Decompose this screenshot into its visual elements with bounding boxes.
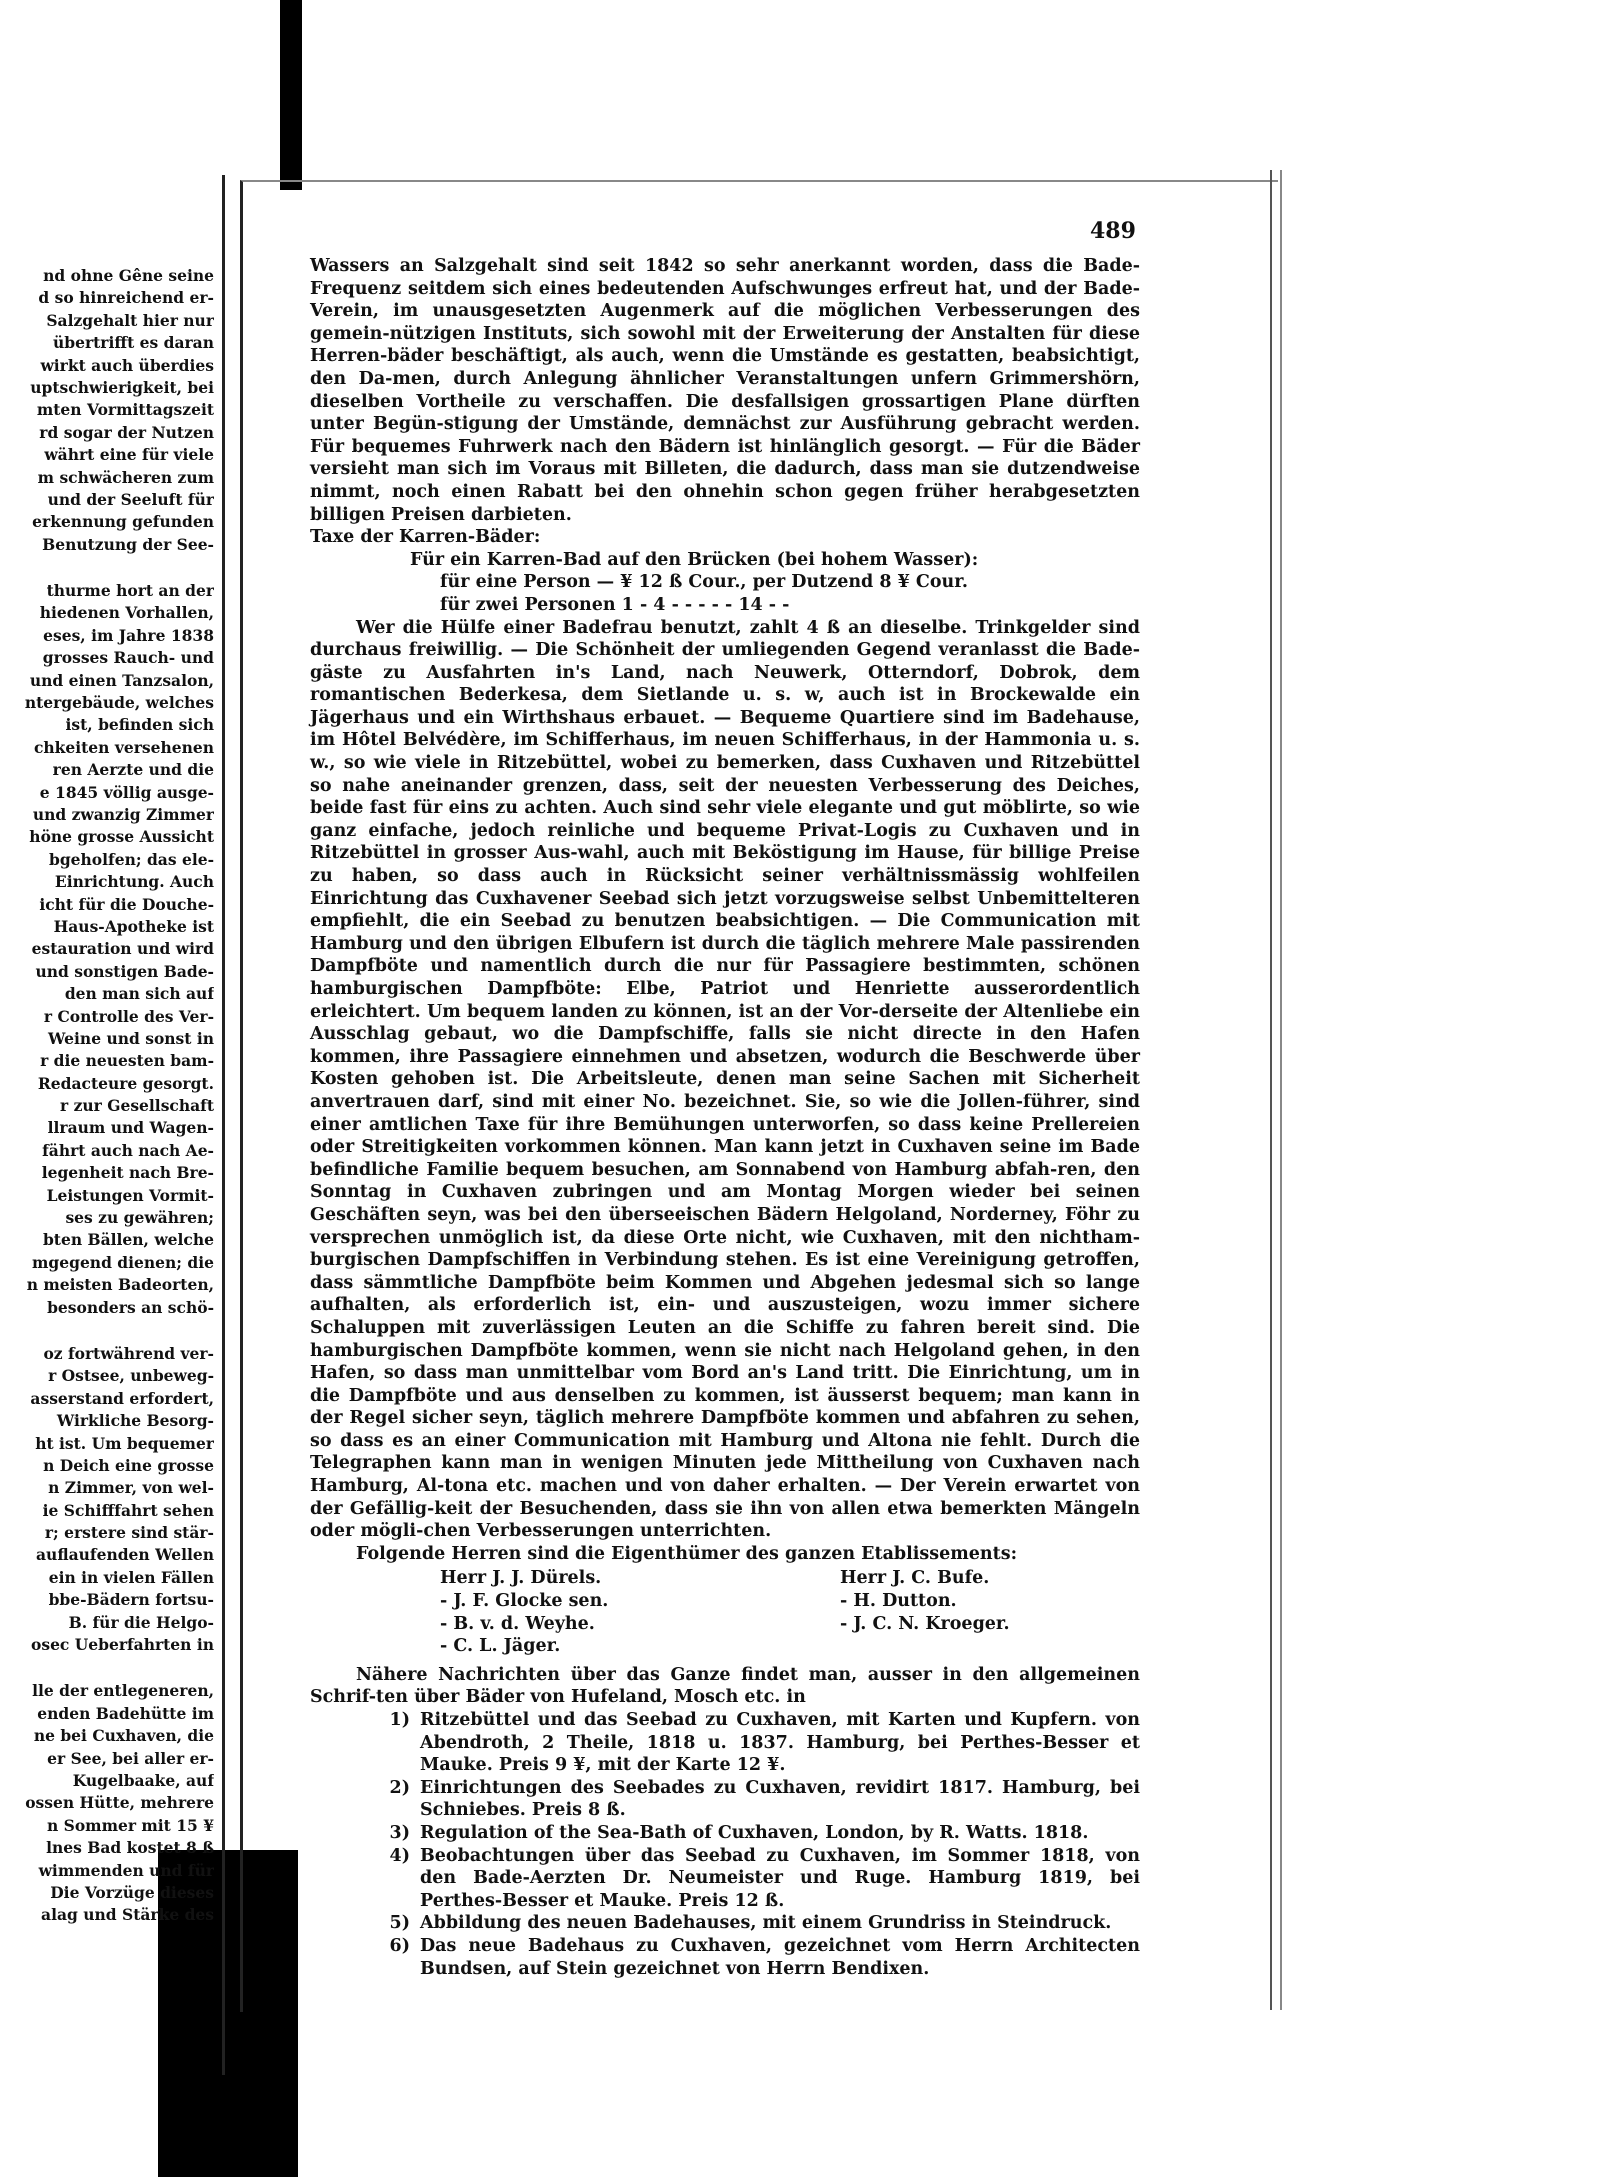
left-column-line: ses zu gewähren; xyxy=(65,1208,214,1228)
left-column-line: mten Vormittagszeit xyxy=(36,400,214,420)
left-column-line: thurme hort an der xyxy=(46,581,214,601)
left-column-line: er See, bei aller er- xyxy=(47,1748,214,1768)
left-column-line: Einrichtung. Auch xyxy=(54,872,214,892)
left-column-line: besonders an schö- xyxy=(47,1297,214,1317)
left-column-line: lle der entlegeneren, xyxy=(32,1681,214,1701)
owner: - H. Dutton. xyxy=(840,1591,957,1612)
left-column-line: icht für die Douche- xyxy=(39,894,214,914)
left-column-line: n Zimmer, von wel- xyxy=(48,1478,214,1498)
left-column-line: grosses Rauch- und xyxy=(42,648,214,668)
reference-item: 1) Ritzebüttel und das Seebad zu Cuxhaven, mit Karten und Kupfern. von Abendroth, 2 Theile, 1818 u. 1837. Hamburg, bei Perthes-Besser et Mauke. Preis 9 ¥, mit der Karte 12 ¥. xyxy=(389,1710,1140,1776)
left-column-line: llraum und Wagen- xyxy=(47,1118,214,1138)
left-column-line xyxy=(0,1319,214,1343)
page-number: 489 xyxy=(1090,218,1136,244)
owner: Herr J. J. Dürels. xyxy=(440,1568,602,1589)
references-intro: Nähere Nachrichten über das Ganze findet man, ausser in den allgemeinen Schrif-ten über Bäder von Hufeland, Mosch etc. in xyxy=(310,1664,1140,1708)
reference-item: 6) Das neue Badehaus zu Cuxhaven, gezeichnet vom Herrn Architecten Bundsen, auf Stein gezeichnet von Herrn Bendixen. xyxy=(389,1935,1140,1979)
left-column-line: Die Vorzüge dieses xyxy=(50,1882,214,1902)
left-column-line: chkeiten versehenen xyxy=(33,737,214,757)
left-column-line: übertrifft es daran xyxy=(53,333,214,353)
page-edge xyxy=(1270,170,1282,2010)
owner: - J. F. Glocke sen. xyxy=(440,1591,609,1612)
left-column-line xyxy=(0,1656,214,1680)
left-column-line: enden Badehütte im xyxy=(37,1703,214,1723)
tax-line-3: für zwei Personen 1 - 4 - - - - - 14 - - xyxy=(440,594,790,615)
left-column-line: Salzgehalt hier nur xyxy=(46,310,214,330)
owners-intro: Folgende Herren sind die Eigenthümer des ganzen Etablissements: xyxy=(356,1543,1018,1564)
left-column-line: und sonstigen Bade- xyxy=(35,961,214,981)
left-page xyxy=(0,175,225,2075)
left-column-line: ht ist. Um bequemer xyxy=(35,1433,214,1453)
owner xyxy=(840,1635,1140,1658)
left-column-line: ossen Hütte, mehrere xyxy=(25,1793,214,1813)
left-column-line: d so hinreichend er- xyxy=(38,288,214,308)
paragraph-2: Wer die Hülfe einer Badefrau benutzt, zahlt 4 ß an dieselbe. Trinkgelder sind durchaus freiwillig. — Die Schönheit der umliegenden Gegend veranlasst die Bade-gäste zu Ausfahrten in's Land, nach Neuwerk, Otterndorf, Dobrok, dem romantischen Bederkesa, dem Sietlande u. s. w, auch ist in Brockewalde ein Jägerhaus und ein Wirthshaus erbauet. — Bequeme Quartiere sind im Badehause, im Hôtel Belvédère, im Schifferhaus, im neuen Schifferhaus, in der Hammonia u. s. w., so wie viele in Ritzebüttel, wobei zu bemerken, dass Cuxhaven und Ritzebüttel so nahe aneinander grenzen, dass, seit der neuesten Verbesserung des Deiches, beide fast für eins zu achten. Auch sind sehr viele elegante und gut möblirte, so wie ganz einfache, jedoch reinliche und bequeme Privat-Logis zu Cuxhaven und in Ritzebüttel in grosser Aus-wahl, auch mit Beköstigung im Hause, für billige Preise zu haben, so dass auch in Rücksicht seiner verhältnissmässig wohlfeilen Einrichtung das Cuxhavener Seebad sich jetzt vorzugsweise selbst Unbemittelteren empfiehlt, die ein Seebad zu benutzen beabsichtigen. — Die Communication mit Hamburg und den übrigen Elbufern ist durch die täglich mehrere Male passirenden Dampfböte und namentlich durch die nur für Passagiere bestimmten, schönen hamburgischen Dampfböte: Elbe, Patriot und Henriette ausserordentlich erleichtert. Um bequem landen zu können, ist an der Vor-derseite der Altenliebe ein Ausschlag gebaut, wo die Dampfschiffe, falls sie nicht directe in den Hafen kommen, ihre Passagiere einnehmen und absetzen, wodurch die Beschwerde über Kosten gehoben ist. Die Arbeitsleute, denen man seine Sachen mit Sicherheit anvertrauen darf, sind mit einer No. bezeichnet. Sie, so wie die Jollen-führer, sind einer amtlichen Taxe für ihre Bemühungen unterworfen, so dass keine Prellereien oder Streitigkeiten vorkommen können. Man kann jetzt in Cuxhaven seine im Bade befindliche Familie bequem besuchen, am Sonnabend von Hamburg abfah-ren, den Sonntag in Cuxhaven zubringen und am Montag Morgen wieder bei seinen Geschäften seyn, was bei den überseeischen Bädern Helgoland, Norderney, Föhr zu versprechen unmöglich ist, da diese Orte nicht, wie Cuxhaven, mit den nichtham-burgischen Dampfschiffen in Verbindung stehen. Es ist eine Vereinigung getroffen, dass sämmtliche Dampfböte beim Kommen und Abgehen jedesmal sich so lange aufhalten, als erforderlich ist, ein- und auszusteigen, wozu immer sichere Schaluppen mit zuverlässigen Leuten an die Schiffe zu fahren bereit sind. Die hamburgischen Dampfböte kommen, wenn sie nicht nach Helgoland gehen, in den Hafen, so dass man unmittelbar vom Bord an's Land tritt. Die Einrichtung, um in die Dampfböte und aus denselben zu kommen, ist äusserst bequem; man kann in der Regel sicher seyn, täglich mehrere Dampfböte kommen und abfahren zu sehen, so dass es an einer Communication mit Hamburg und Altona nie fehlt. Durch die Telegraphen kann man in wenigen Minuten jede Mittheilung von Cuxhaven nach Hamburg, Al-tona etc. machen und von daher erhalten. — Der Verein erwartet von der Gefällig-keit der Besuchenden, dass sie ihn von allen etwa bemerkten Mängeln oder mögli-chen Verbesserungen unterrichten. xyxy=(310,617,1140,1542)
left-column-line: ie Schifffahrt sehen xyxy=(42,1500,214,1520)
left-column-line: wimmenden und für xyxy=(38,1860,214,1880)
left-column-line: Redacteure gesorgt. xyxy=(37,1073,214,1093)
left-column-line: alag und Stärke des xyxy=(41,1905,214,1925)
left-column-line: m schwächeren zum xyxy=(37,467,214,487)
left-page-text xyxy=(0,265,214,1927)
references-list xyxy=(310,1709,1140,1980)
owners-list xyxy=(440,1567,1140,1657)
left-column-line: Leistungen Vormit- xyxy=(46,1185,214,1205)
left-column-line: und zwanzig Zimmer xyxy=(32,804,214,824)
owner: - J. C. N. Kroeger. xyxy=(840,1613,1010,1634)
tax-title: Taxe der Karren-Bäder: xyxy=(310,527,541,548)
left-column-line: r Controlle des Ver- xyxy=(43,1006,214,1026)
owner: - B. v. d. Weyhe. xyxy=(440,1613,595,1634)
tax-line-1: Für ein Karren-Bad auf den Brücken (bei hohem Wasser): xyxy=(410,549,979,570)
left-column-line: Wirkliche Besorg- xyxy=(56,1411,214,1431)
left-column-line: fährt auch nach Ae- xyxy=(42,1140,214,1160)
left-column-line: und der Seeluft für xyxy=(47,489,214,509)
left-column-line: Benutzung der See- xyxy=(42,534,214,554)
left-column-line: ne bei Cuxhaven, die xyxy=(33,1726,214,1746)
left-column-line: uptschwierigkeit, bei xyxy=(30,377,214,397)
left-column-line: n Deich eine grosse xyxy=(43,1455,214,1475)
page-body xyxy=(310,255,1140,1980)
left-column-line: Haus-Apotheke ist xyxy=(53,916,214,936)
left-column-line: estauration und wird xyxy=(31,939,214,959)
reference-item: 2) Einrichtungen des Seebades zu Cuxhaven, revidirt 1817. Hamburg, bei Schniebes. Preis 8 ß. xyxy=(389,1777,1140,1821)
left-column-line: erkennung gefunden xyxy=(32,512,214,532)
left-column-line: r die neuesten bam- xyxy=(40,1051,214,1071)
left-column-line: währt eine für viele xyxy=(44,445,214,465)
left-column-line: osec Ueberfahrten in xyxy=(31,1635,214,1655)
owner: Herr J. C. Bufe. xyxy=(840,1568,990,1589)
left-column-line: e 1845 völlig ausge- xyxy=(39,782,214,802)
paragraph-1: Wassers an Salzgehalt sind seit 1842 so sehr anerkannt worden, dass die Bade-Frequenz seitdem sich eines bedeutenden Aufschwunges erfreut hat, und der Bade-Verein, im unausgesetzten Augenmerk auf die möglichen Verbesserungen des gemein-nützigen Instituts, sich sowohl mit der Erweiterung der Anstalten für diese Herren-bäder beschäftigt, als auch, wenn die Umstände es gestatten, beabsichtigt, den Da-men, durch Anlegung ähnlicher Veranstaltungen unfern Grimmershörn, dieselben Vortheile zu verschaffen. Die desfallsigen grossartigen Plane dürften unter Begün-stigung der Umstände, demnächst zur Ausführung gebracht werden. Für bequemes Fuhrwerk nach den Bädern ist hinlänglich gesorgt. — Für die Bäder versieht man sich im Voraus mit Billeten, die dadurch, dass man sie dutzendweise nimmt, noch einen Rabatt bei den ohnehin schon gegen früher herabgesetzten billigen Preisen darbieten. xyxy=(310,256,1140,525)
left-column-line: r Ostsee, unbeweg- xyxy=(48,1366,214,1386)
reference-item: 3) Regulation of the Sea-Bath of Cuxhaven, London, by R. Watts. 1818. xyxy=(389,1822,1089,1843)
left-column-line: legenheit nach Bre- xyxy=(41,1163,214,1183)
left-column-line: und einen Tanzsalon, xyxy=(29,670,214,690)
left-column-line: ist, befinden sich xyxy=(65,715,214,735)
tax-line-2: für eine Person — ¥ 12 ß Cour., per Dutzend 8 ¥ Cour. xyxy=(440,572,968,593)
left-column-line: auflaufenden Wellen xyxy=(36,1545,214,1565)
left-column-line: höne grosse Aussicht xyxy=(29,827,214,847)
left-column-line: oz fortwährend ver- xyxy=(43,1343,214,1363)
reference-item: 4) Beobachtungen über das Seebad zu Cuxhaven, im Sommer 1818, von den Bade-Aerzten Dr. Neumeister und Ruge. Hamburg 1819, bei Perthes-Besser et Mauke. Preis 12 ß. xyxy=(389,1845,1140,1911)
left-column-line: asserstand erfordert, xyxy=(30,1388,214,1408)
left-column-line: mgegend dienen; die xyxy=(32,1252,214,1272)
reference-item: 5) Abbildung des neuen Badehauses, mit einem Grundriss in Steindruck. xyxy=(389,1913,1112,1934)
left-column-line: bbe-Bädern fortsu- xyxy=(48,1590,214,1610)
binding-shadow-top xyxy=(280,0,302,190)
left-column-line: ein in vielen Fällen xyxy=(48,1567,214,1587)
left-column-line: r; erstere sind stär- xyxy=(44,1523,214,1543)
left-column-line: ntergebäude, welches xyxy=(24,693,214,713)
left-column-line: hiedenen Vorhallen, xyxy=(39,603,214,623)
left-column-line xyxy=(0,556,214,580)
left-column-line: ren Aerzte und die xyxy=(52,760,214,780)
left-column-line: wirkt auch überdies xyxy=(40,355,214,375)
left-column-line: Kugelbaake, auf xyxy=(72,1771,214,1790)
left-column-line: r zur Gesellschaft xyxy=(60,1096,214,1116)
left-column-line: rd sogar der Nutzen xyxy=(39,422,214,442)
left-column-line: n meisten Badeorten, xyxy=(26,1275,214,1295)
left-column-line: n Sommer mit 15 ¥ xyxy=(46,1815,214,1835)
left-column-line: bten Bällen, welche xyxy=(42,1230,214,1250)
left-column-line: lnes Bad kostet 8 ß xyxy=(46,1838,214,1858)
left-column-line: B. für die Helgo- xyxy=(68,1612,214,1632)
left-column-line: nd ohne Gêne seine xyxy=(43,266,214,285)
left-column-line: Weine und sonst in xyxy=(48,1028,214,1048)
left-column-line: eses, im Jahre 1838 xyxy=(43,625,214,645)
left-column-line: bgeholfen; das ele- xyxy=(49,849,214,869)
owner: - C. L. Jäger. xyxy=(440,1636,561,1657)
left-column-line: den man sich auf xyxy=(64,984,214,1004)
